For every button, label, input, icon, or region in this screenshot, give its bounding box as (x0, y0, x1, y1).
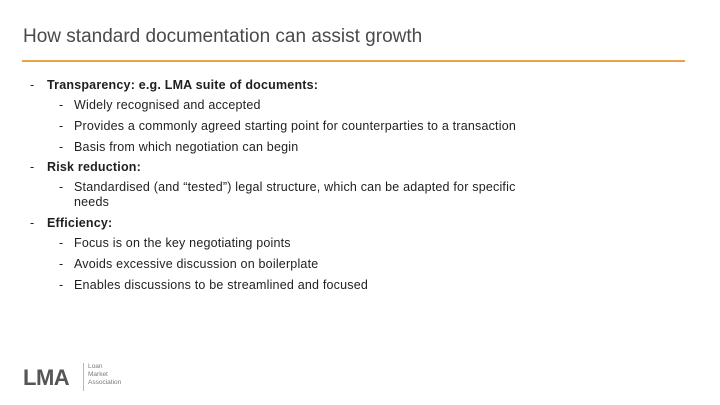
sub-bullet-text: Widely recognised and accepted (74, 98, 261, 112)
bullet-dash: - (30, 78, 35, 92)
sub-bullet (30, 140, 670, 155)
bullet-list (30, 78, 670, 299)
sub-bullet (30, 119, 670, 134)
sub-bullet-text: Provides a commonly agreed starting point for counterparties to a transaction (74, 119, 517, 133)
sub-bullet-text: Enables discussions to be streamlined and focused (74, 278, 368, 292)
bullet-dash: - (59, 140, 64, 154)
logo-subtitle (88, 363, 121, 387)
section-heading-transparency (30, 78, 670, 93)
sub-bullet-text: Focus is on the key negotiating points (74, 236, 291, 250)
bullet-dash: - (59, 236, 64, 250)
logo-sub-line: Market (88, 371, 108, 378)
sub-bullet (30, 180, 544, 210)
sub-bullet (30, 278, 670, 293)
bullet-dash: - (59, 257, 64, 271)
bullet-dash: - (59, 180, 64, 194)
title-underline (22, 60, 685, 62)
sub-bullet (30, 257, 670, 272)
logo-sub-line: Loan (88, 363, 103, 370)
bullet-dash: - (30, 160, 35, 174)
section-heading-risk-reduction (30, 160, 670, 175)
bullet-dash: - (59, 278, 64, 292)
bullet-dash: - (30, 216, 35, 230)
logo-sub-line: Association (88, 379, 122, 386)
sub-bullet-text: Avoids excessive discussion on boilerplate (74, 257, 319, 271)
section-heading-text: Risk reduction: (47, 160, 141, 174)
slide-title: How standard documentation can assist growth (23, 26, 423, 47)
bullet-dash: - (59, 98, 64, 112)
sub-bullet-text: Standardised (and “tested”) legal structure, which can be adapted for specific needs (74, 180, 516, 209)
sub-bullet (30, 236, 670, 251)
logo-divider (83, 363, 84, 391)
bullet-dash: - (59, 119, 64, 133)
sub-bullet-text: Basis from which negotiation can begin (74, 140, 299, 154)
section-heading-text: Efficiency: (47, 216, 113, 230)
sub-bullet (30, 98, 670, 113)
section-heading-text: Transparency: e.g. LMA suite of documents: (47, 78, 319, 92)
lma-logo (23, 363, 143, 393)
logo-mark: LMA (23, 365, 70, 390)
section-heading-efficiency (30, 216, 670, 231)
